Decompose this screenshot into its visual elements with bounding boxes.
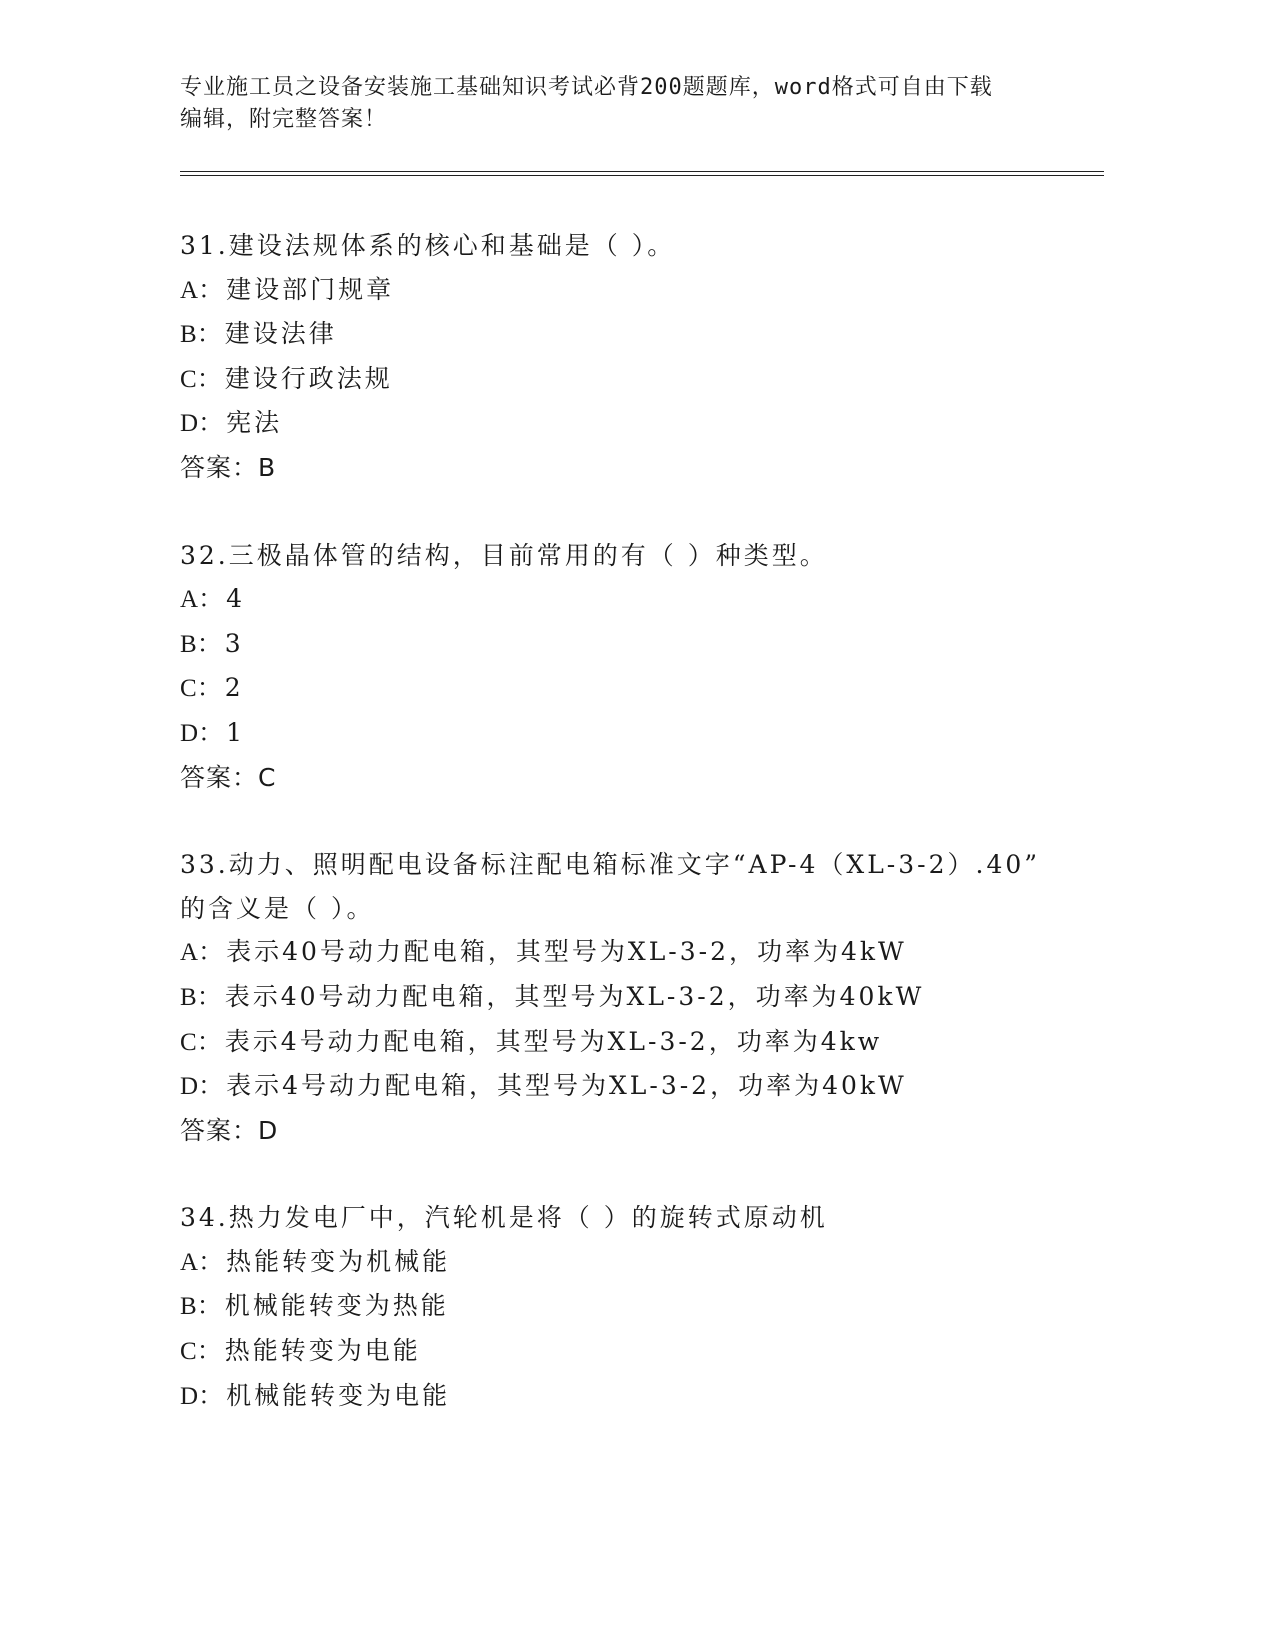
option-a bbox=[180, 577, 1104, 622]
option-text: 热能转变为电能 bbox=[224, 1336, 421, 1366]
header-rule-bottom bbox=[180, 175, 1104, 176]
header-rule-top bbox=[180, 171, 1104, 172]
option-text: 2 bbox=[224, 673, 244, 703]
option-text: 1 bbox=[226, 717, 245, 747]
option-separator: ： bbox=[196, 981, 225, 1011]
option-separator: ： bbox=[198, 717, 227, 747]
option-key: A bbox=[180, 1248, 199, 1276]
option-a bbox=[180, 268, 1104, 313]
answer-line: 答案：C bbox=[180, 762, 277, 792]
option-separator: ： bbox=[196, 673, 225, 703]
option-a bbox=[180, 1240, 1104, 1285]
question-block bbox=[180, 224, 1104, 490]
option-d bbox=[180, 401, 1104, 446]
option-key: D bbox=[180, 410, 199, 438]
option-text: 4 bbox=[226, 584, 245, 614]
option-c bbox=[180, 1020, 1104, 1065]
option-text: 宪法 bbox=[226, 408, 283, 438]
question-stem-line: 的含义是（ ）。 bbox=[180, 893, 375, 923]
question-stem-line: 31.建设法规体系的核心和基础是（ ）。 bbox=[180, 231, 676, 260]
option-key: A bbox=[180, 276, 199, 304]
option-separator: ： bbox=[196, 1026, 225, 1056]
option-separator: ： bbox=[196, 363, 225, 393]
option-key: C bbox=[180, 365, 197, 393]
question-stem bbox=[180, 1196, 1104, 1240]
option-key: A bbox=[180, 586, 199, 614]
option-separator: ： bbox=[198, 1246, 227, 1276]
question-block bbox=[180, 1196, 1104, 1418]
option-b bbox=[180, 1284, 1104, 1329]
option-c bbox=[180, 357, 1104, 402]
option-text: 表示40号动力配电箱，其型号为XL-3-2，功率为40kW bbox=[224, 981, 925, 1011]
question-block bbox=[180, 843, 1104, 1152]
option-text: 建设法律 bbox=[224, 319, 337, 349]
option-key: D bbox=[180, 1382, 199, 1410]
option-text: 表示4号动力配电箱，其型号为XL-3-2，功率为40kW bbox=[226, 1071, 907, 1101]
option-d bbox=[180, 711, 1104, 756]
option-text: 机械能转变为热能 bbox=[224, 1291, 449, 1321]
option-text: 机械能转变为电能 bbox=[226, 1380, 451, 1410]
option-key: C bbox=[180, 1338, 197, 1366]
option-key: C bbox=[180, 1028, 197, 1056]
option-separator: ： bbox=[198, 1071, 227, 1101]
option-separator: ： bbox=[198, 408, 227, 438]
header-line-1: 专业施工员之设备安装施工基础知识考试必背200题题库，word格式可自由下载 bbox=[180, 75, 993, 100]
option-separator: ： bbox=[196, 628, 225, 658]
option-separator: ： bbox=[198, 584, 227, 614]
option-text: 表示40号动力配电箱，其型号为XL-3-2，功率为4kW bbox=[226, 937, 907, 967]
option-d bbox=[180, 1064, 1104, 1109]
option-separator: ： bbox=[198, 1380, 227, 1410]
option-b bbox=[180, 975, 1104, 1020]
option-a bbox=[180, 930, 1104, 975]
option-key: D bbox=[180, 719, 199, 747]
question-list bbox=[180, 224, 1104, 1462]
question-stem bbox=[180, 224, 1104, 268]
option-key: A bbox=[180, 939, 199, 967]
option-b bbox=[180, 312, 1104, 357]
option-b bbox=[180, 622, 1104, 667]
option-key: B bbox=[180, 630, 197, 658]
option-text: 热能转变为机械能 bbox=[226, 1246, 451, 1276]
question-block bbox=[180, 534, 1104, 800]
question-stem bbox=[180, 843, 1104, 930]
option-text: 表示4号动力配电箱，其型号为XL-3-2，功率为4kw bbox=[224, 1026, 883, 1056]
question-stem-line: 33.动力、照明配电设备标注配电箱标准文字“AP-4（XL-3-2）.40” bbox=[180, 850, 1041, 880]
option-key: B bbox=[180, 983, 197, 1011]
question-stem-line: 32.三极晶体管的结构，目前常用的有（ ）种类型。 bbox=[180, 540, 828, 570]
option-text: 建设行政法规 bbox=[224, 363, 393, 393]
question-stem bbox=[180, 534, 1104, 578]
option-text: 建设部门规章 bbox=[226, 274, 395, 304]
option-separator: ： bbox=[198, 274, 227, 304]
option-separator: ： bbox=[196, 1336, 225, 1366]
header-line-2: 编辑，附完整答案！ bbox=[180, 107, 388, 132]
option-separator: ： bbox=[196, 319, 225, 349]
answer-line: 答案：B bbox=[180, 452, 277, 482]
option-d bbox=[180, 1374, 1104, 1419]
option-c bbox=[180, 666, 1104, 711]
option-key: B bbox=[180, 1293, 197, 1321]
option-key: D bbox=[180, 1073, 199, 1101]
option-key: C bbox=[180, 675, 197, 703]
option-text: 3 bbox=[224, 628, 244, 658]
option-separator: ： bbox=[198, 937, 227, 967]
answer-line: 答案：D bbox=[180, 1115, 279, 1145]
option-separator: ： bbox=[196, 1291, 225, 1321]
document-header bbox=[180, 72, 1040, 136]
option-key: B bbox=[180, 321, 197, 349]
question-stem-line: 34.热力发电厂中，汽轮机是将（ ）的旋转式原动机 bbox=[180, 1203, 828, 1233]
option-c bbox=[180, 1329, 1104, 1374]
